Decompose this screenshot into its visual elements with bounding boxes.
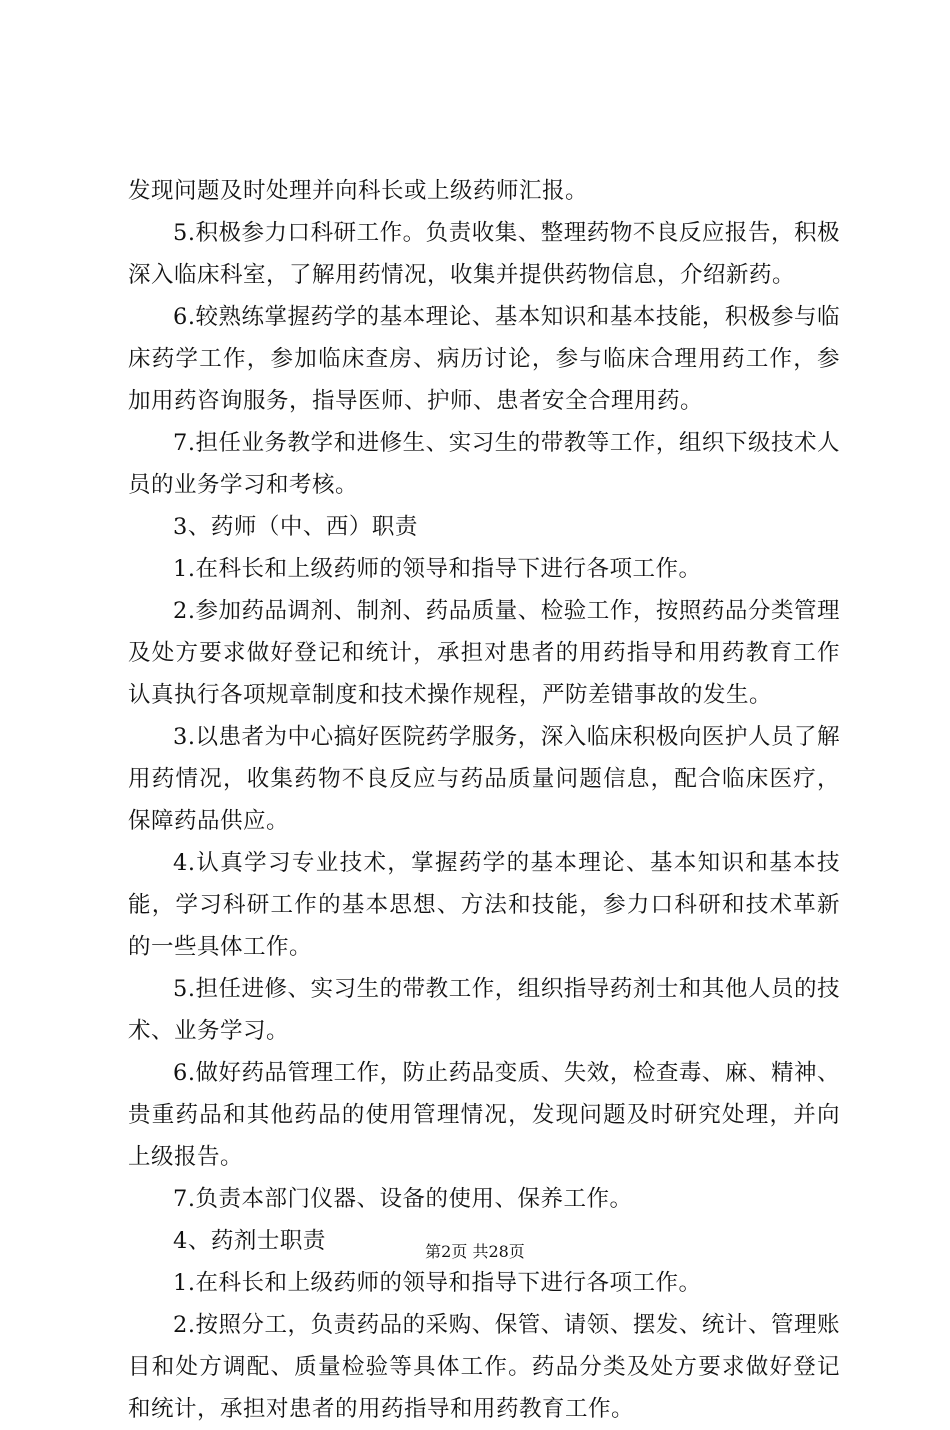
paragraph-pharmacist-7: 7.负责本部门仪器、设备的使用、保养工作。 [173, 1186, 633, 1212]
paragraph-pharmacist-5: 5.担任进修、实习生的带教工作，组织指导药剂士和其他人员的技术、业务学习。 [128, 976, 840, 1044]
paragraph-item-6-clinical: 6.较熟练掌握药学的基本理论、基本知识和基本技能，积极参与临床药学工作，参加临床查房、病历讨论，参与临床合理用药工作，参加用药咨询服务，指导医师、护师、患者安全合理用药。 [128, 304, 840, 414]
paragraph-pharmacist-2: 2.参加药品调剂、制剂、药品质量、检验工作，按照药品分类管理及处方要求做好登记和统计，承担对患者的用药指导和用药教育工作认真执行各项规章制度和技术操作规程，严防差错事故的发生。 [128, 598, 840, 708]
page-footer [0, 1240, 950, 1264]
paragraph-assistant-1: 1.在科长和上级药师的领导和指导下进行各项工作。 [173, 1270, 702, 1296]
paragraph-continuation: 发现问题及时处理并向科长或上级药师汇报。 [128, 178, 589, 204]
section-heading-pharmacist: 3、药师（中、西）职责 [173, 514, 418, 540]
paragraph-pharmacist-3: 3.以患者为中心搞好医院药学服务，深入临床积极向医护人员了解用药情况，收集药物不良反应与药品质量问题信息，配合临床医疗，保障药品供应。 [128, 724, 840, 834]
paragraph-pharmacist-1: 1.在科长和上级药师的领导和指导下进行各项工作。 [173, 556, 702, 582]
paragraph-item-7-teaching: 7.担任业务教学和进修生、实习生的带教等工作，组织下级技术人员的业务学习和考核。 [128, 430, 840, 498]
page-number-label: 第2页 共28页 [425, 1242, 525, 1261]
section-heading-assistant: 4、药剂士职责 [173, 1228, 326, 1254]
paragraph-item-5-research: 5.积极参力口科研工作。负责收集、整理药物不良反应报告，积极深入临床科室，了解用药情况，收集并提供药物信息，介绍新药。 [128, 220, 840, 288]
paragraph-pharmacist-6: 6.做好药品管理工作，防止药品变质、失效，检查毒、麻、精神、贵重药品和其他药品的使用管理情况，发现问题及时研究处理，并向上级报告。 [128, 1060, 840, 1170]
paragraph-assistant-2: 2.按照分工，负责药品的采购、保管、请领、摆发、统计、管理账目和处方调配、质量检验等具体工作。药品分类及处方要求做好登记和统计，承担对患者的用药指导和用药教育工作。 [128, 1312, 840, 1422]
paragraph-pharmacist-4: 4.认真学习专业技术，掌握药学的基本理论、基本知识和基本技能，学习科研工作的基本思想、方法和技能，参力口科研和技术革新的一些具体工作。 [128, 850, 840, 960]
